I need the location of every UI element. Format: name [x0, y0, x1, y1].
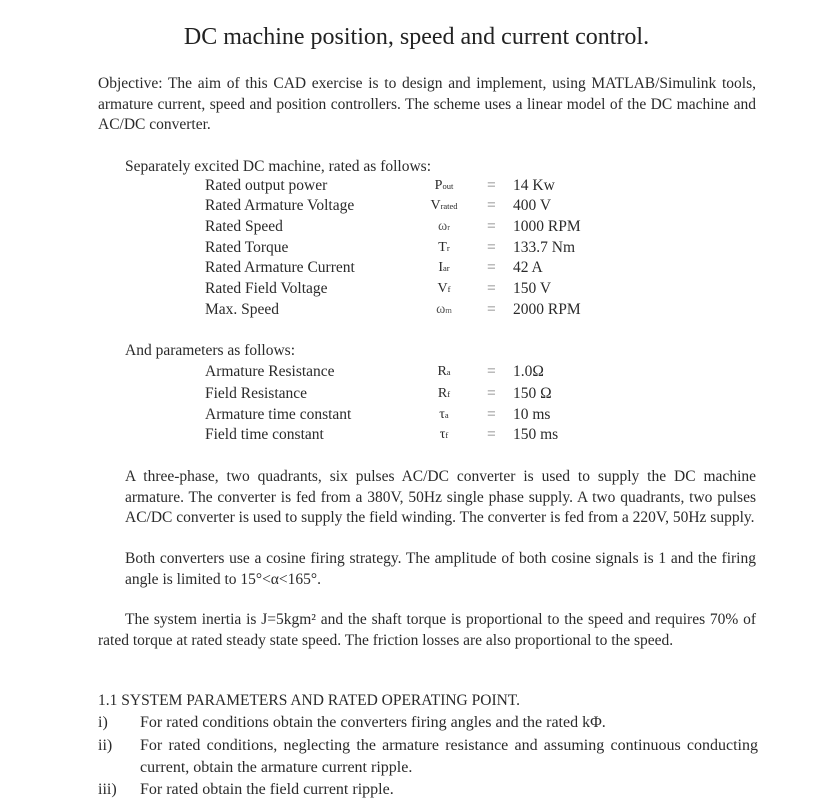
ratings-intro: Separately excited DC machine, rated as follows: [125, 158, 432, 175]
item-number: i) [98, 714, 108, 731]
list-item [98, 735, 758, 779]
item-text: For rated conditions, neglecting the armature resistance and assuming continuous conducting current, obtain the armature current ripple. [140, 737, 758, 776]
document-title: DC machine position, speed and current control. [183, 24, 650, 50]
param-label: Armature Resistance [205, 363, 335, 380]
rating-value: 400 V [513, 197, 552, 214]
objective-paragraph: Objective: The aim of this CAD exercise is to design and implement, using MATLAB/Simulink tools, armature current, speed and position controllers. The scheme uses a linear model of the DC machine and AC/DC converter. [98, 75, 756, 133]
rating-label: Rated Field Voltage [205, 280, 328, 297]
equals-sign: = [487, 280, 496, 297]
equals-sign: = [487, 218, 496, 235]
rating-label: Rated Armature Voltage [205, 197, 355, 214]
rating-symbol: Iar [438, 260, 450, 275]
list-item [98, 712, 758, 734]
equals-sign: = [487, 406, 496, 423]
param-value: 150 ms [513, 426, 559, 443]
equals-sign: = [487, 301, 496, 318]
rating-label: Rated Speed [205, 218, 283, 235]
inertia-paragraph: The system inertia is J=5kgm² and the shaft torque is proportional to the speed and requires 70% of rated torque at rated steady state speed. The friction losses are also proportional to the speed. [98, 611, 756, 649]
rating-label: Rated Armature Current [205, 259, 355, 276]
equals-sign: = [487, 363, 496, 380]
param-value: 1.0Ω [513, 363, 544, 380]
rating-symbol: Vf [437, 281, 451, 296]
rating-value: 1000 RPM [513, 218, 581, 235]
param-label: Armature time constant [205, 406, 352, 423]
rating-symbol: ωm [436, 302, 452, 317]
rating-symbol: ωr [437, 219, 451, 234]
param-symbol: Ra [437, 364, 451, 379]
item-text: For rated obtain the field current ripple. [140, 781, 394, 798]
rating-value: 133.7 Nm [513, 239, 575, 256]
rating-label: Rated Torque [205, 239, 289, 256]
rating-value: 2000 RPM [513, 301, 581, 318]
converter-paragraph: A three-phase, two quadrants, six pulses AC/DC converter is used to supply the DC machine armature. The converter is fed from a 380V, 50Hz single phase supply. A two quadrants, two pulses AC/DC converter is used to supply the field winding. The converter is fed from a 220V, 50Hz supply. [125, 468, 756, 526]
rating-value: 42 A [513, 259, 543, 276]
rating-symbol: Vrated [430, 198, 458, 213]
param-symbol: τa [439, 407, 449, 422]
param-value: 150 Ω [513, 385, 552, 402]
equals-sign: = [487, 177, 496, 194]
rating-value: 150 V [513, 280, 552, 297]
item-text: For rated conditions obtain the converters firing angles and the rated kΦ. [140, 714, 606, 731]
rating-label: Max. Speed [205, 301, 280, 318]
rating-symbol: Tr [438, 240, 450, 255]
cosine-paragraph: Both converters use a cosine firing strategy. The amplitude of both cosine signals is 1 and the firing angle is limited to 15°<α<165°. [125, 550, 756, 588]
equals-sign: = [487, 197, 496, 214]
equals-sign: = [487, 426, 496, 443]
equals-sign: = [487, 385, 496, 402]
equals-sign: = [487, 239, 496, 256]
rating-value: 14 Kw [513, 177, 555, 194]
item-number: iii) [98, 781, 117, 798]
param-label: Field Resistance [205, 385, 308, 402]
param-symbol: Rf [437, 386, 451, 401]
list-item [98, 779, 758, 801]
params-intro: And parameters as follows: [125, 342, 296, 359]
param-value: 10 ms [513, 406, 551, 423]
param-label: Field time constant [205, 426, 324, 443]
equals-sign: = [487, 259, 496, 276]
section-heading: 1.1 SYSTEM PARAMETERS AND RATED OPERATING POINT. [98, 692, 520, 709]
rating-label: Rated output power [205, 177, 328, 194]
item-number: ii) [98, 737, 113, 754]
rating-symbol: Pout [434, 178, 454, 193]
param-symbol: τf [439, 427, 449, 442]
